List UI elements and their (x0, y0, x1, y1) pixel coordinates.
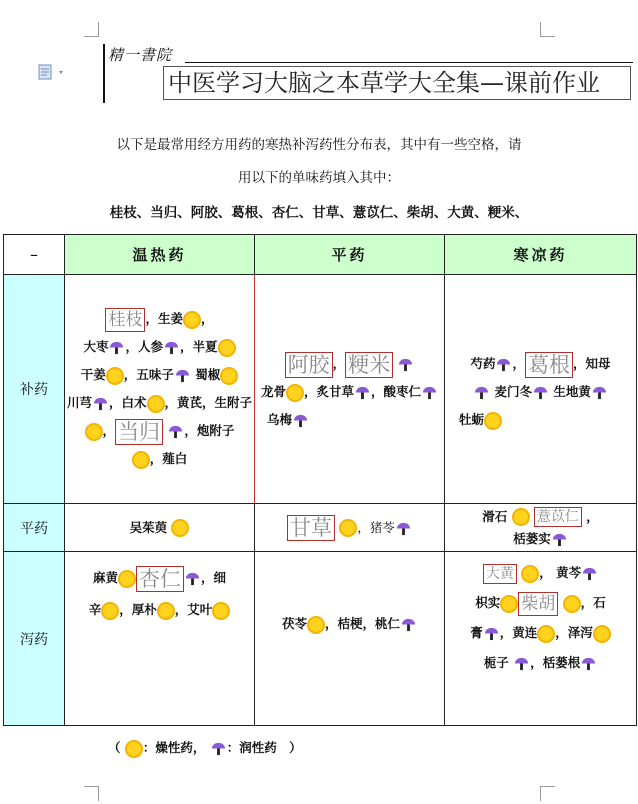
herb-text: 人参 (137, 339, 163, 354)
herb-text: 白术 (121, 395, 147, 410)
cell-neutral-warm (65, 504, 255, 552)
crop-mark-bottom-right (540, 786, 555, 801)
text: ， (174, 602, 188, 617)
answer-box[interactable]: 甘草 (287, 515, 335, 541)
text: ， (512, 356, 525, 371)
herb-text: 辛 (88, 602, 102, 617)
mushroom-icon (552, 532, 567, 547)
intro-line-2: 用以下的单味药填入其中： (238, 170, 400, 186)
mushroom-icon (581, 656, 596, 671)
cell-tonic-cold (445, 275, 637, 504)
sun-icon (103, 604, 117, 618)
sun-icon (288, 386, 302, 400)
mushroom-icon (211, 741, 226, 756)
answer-box[interactable]: 桂枝 (105, 308, 145, 332)
col-header-neutral: 平药 (255, 235, 445, 275)
property-table (3, 234, 637, 726)
text: ， (586, 508, 599, 524)
mushroom-icon (185, 571, 200, 586)
text: ， (539, 565, 552, 580)
mushroom-icon (93, 396, 108, 411)
sun-icon (486, 414, 500, 428)
table-row-purge (4, 552, 637, 726)
table-row-neutral (4, 504, 637, 552)
mushroom-icon (514, 656, 529, 671)
mushroom-icon (533, 385, 548, 400)
herb-text: 炙甘草 (316, 384, 354, 399)
herb-text: 薤白 (162, 451, 188, 466)
row-header-tonic: 补药 (4, 275, 65, 504)
mushroom-icon (355, 385, 370, 400)
herb-text: 麦门冬 (494, 384, 532, 399)
header-horizontal-rule (185, 62, 633, 63)
herb-text: 栝蒌实 (513, 530, 551, 546)
mushroom-icon (484, 626, 499, 641)
answer-box[interactable]: 当归 (115, 419, 163, 445)
sun-icon (502, 597, 516, 611)
herb-text: 麻黄 (92, 570, 118, 585)
herb-text: 泽泻 (567, 625, 593, 640)
herb-text: ，猪苓 (357, 519, 395, 535)
cell-purge-neutral (255, 552, 445, 726)
herb-text: 滑石 (482, 508, 508, 524)
crop-mark-top-left (84, 22, 99, 37)
sun-icon (127, 742, 141, 756)
legend (108, 738, 302, 756)
sun-icon (222, 369, 236, 383)
herb-text: 蜀椒 (195, 367, 221, 382)
legend-moist-label: ：润性药 (226, 740, 277, 755)
herb-text: 知母 (585, 356, 611, 371)
col-header-cold: 寒凉药 (445, 235, 637, 275)
cell-purge-warm (65, 552, 255, 726)
herb-text: 大枣 (83, 339, 109, 354)
herb-text: 生姜 (157, 311, 183, 326)
corner-cell: – (4, 235, 65, 275)
text: ， (303, 384, 317, 399)
sun-icon (539, 627, 553, 641)
header-vertical-rule (103, 44, 105, 103)
herb-text: 艾叶 (187, 602, 213, 617)
text: ， (123, 367, 137, 382)
herb-text: 膏 (470, 625, 483, 640)
herb-text: 黄芩 (556, 565, 582, 580)
herb-text: 厚朴 (131, 602, 157, 617)
text: ， (108, 395, 122, 410)
herb-text: 吴茱萸 (129, 519, 168, 535)
sun-icon (565, 597, 579, 611)
herb-text: 芍药 (470, 356, 496, 371)
herb-text: 川芎 (66, 395, 92, 410)
herb-text: 黄连 (512, 625, 538, 640)
intro-line-1: 以下是最常用经方用药的寒热补泻药性分布表，其中有一些空格，请 (116, 137, 522, 153)
cell-tonic-neutral (255, 275, 445, 504)
text: ， (530, 655, 543, 670)
text: ， (499, 625, 513, 640)
answer-box[interactable]: 葛根 (525, 352, 573, 378)
legend-dry-label: ：燥性药， (142, 740, 206, 755)
mushroom-icon (396, 521, 411, 536)
sun-icon (220, 341, 234, 355)
herb-text: 五味子 (136, 367, 174, 382)
mushroom-icon (168, 424, 183, 439)
cell-neutral-neutral (255, 504, 445, 552)
sun-icon (134, 453, 148, 467)
herb-list: 桂枝、当归、阿胶、葛根、杏仁、甘草、薏苡仁、柴胡、大黄、粳米、 (109, 205, 529, 221)
herb-text: 龙骨 (260, 384, 286, 399)
herb-text: 牡蛎 (459, 412, 485, 427)
text: ， (149, 451, 163, 466)
herb-text: ，细 (201, 570, 227, 585)
mushroom-icon (592, 385, 607, 400)
text: ， (573, 356, 586, 371)
mushroom-icon (109, 340, 124, 355)
legend-paren: （ (108, 740, 121, 755)
mushroom-icon (293, 413, 308, 428)
answer-box[interactable]: 柴胡 (518, 592, 558, 616)
text: ， (324, 616, 338, 631)
herb-text: ，石 (580, 595, 606, 610)
sun-icon (149, 397, 163, 411)
document-menu-icon[interactable] (38, 64, 68, 80)
sun-icon (309, 618, 323, 632)
crop-mark-top-right (540, 22, 555, 37)
mushroom-icon (474, 385, 489, 400)
sun-icon (341, 521, 355, 535)
cell-tonic-warm (65, 275, 255, 504)
mushroom-icon (175, 368, 190, 383)
herb-text: 桔梗，桃仁 (337, 616, 401, 631)
page-title: 中医学习大脑之本草学大全集—课前作业 (163, 66, 631, 100)
sun-icon (159, 604, 173, 618)
herb-text: 栀子 (483, 655, 509, 670)
text: ， (164, 395, 178, 410)
herb-text: 栝蒌根 (542, 655, 581, 670)
herb-text: 干姜 (80, 367, 106, 382)
cell-purge-cold (445, 552, 637, 726)
text: ， (145, 311, 158, 326)
answer-box[interactable]: 粳米 (345, 352, 393, 378)
sun-icon (595, 627, 609, 641)
mushroom-icon (398, 357, 413, 372)
sun-icon (185, 313, 199, 327)
cell-neutral-cold (445, 504, 637, 552)
text: ， (371, 384, 384, 399)
sun-icon (120, 572, 134, 586)
answer-box[interactable]: 阿胶 (285, 352, 333, 378)
mushroom-icon (164, 340, 179, 355)
herb-text: 生地黄 (553, 384, 591, 399)
crop-mark-bottom-left (84, 786, 99, 801)
answer-box[interactable]: 大黄 (483, 564, 517, 584)
table-header-row (4, 235, 637, 275)
table-row-tonic (4, 275, 637, 504)
text: ， (119, 602, 132, 617)
mushroom-icon (401, 617, 416, 632)
herb-text: 酸枣仁 (383, 384, 422, 399)
sun-icon (108, 369, 122, 383)
brand-name: 精一書院 (108, 46, 173, 64)
mushroom-icon (582, 566, 597, 581)
herb-text: ，炮附子 (184, 423, 235, 438)
legend-paren: ） (289, 740, 302, 755)
herb-text: 半夏 (192, 339, 218, 354)
herb-text: 茯苓 (281, 616, 307, 631)
text: ， (180, 339, 193, 354)
sun-icon (514, 510, 528, 524)
col-header-warm: 温热药 (65, 235, 255, 275)
answer-box[interactable]: 杏仁 (136, 566, 184, 592)
text: ， (125, 339, 138, 354)
herb-text: 乌梅 (267, 412, 293, 427)
sun-icon (214, 604, 228, 618)
mushroom-icon (422, 385, 437, 400)
row-header-purge: 泻药 (4, 552, 65, 726)
sun-icon (523, 567, 537, 581)
row-header-neutral: 平药 (4, 504, 65, 552)
herb-text: 枳实 (475, 595, 501, 610)
answer-box[interactable]: 薏苡仁 (534, 507, 582, 527)
herb-text: 黄芪，生附子 (177, 395, 253, 410)
sun-icon (87, 425, 101, 439)
text: ， (332, 356, 346, 371)
text: ， (102, 423, 116, 438)
mushroom-icon (496, 357, 511, 372)
text: ， (201, 311, 214, 326)
text: ， (555, 625, 568, 640)
sun-icon (173, 521, 187, 535)
